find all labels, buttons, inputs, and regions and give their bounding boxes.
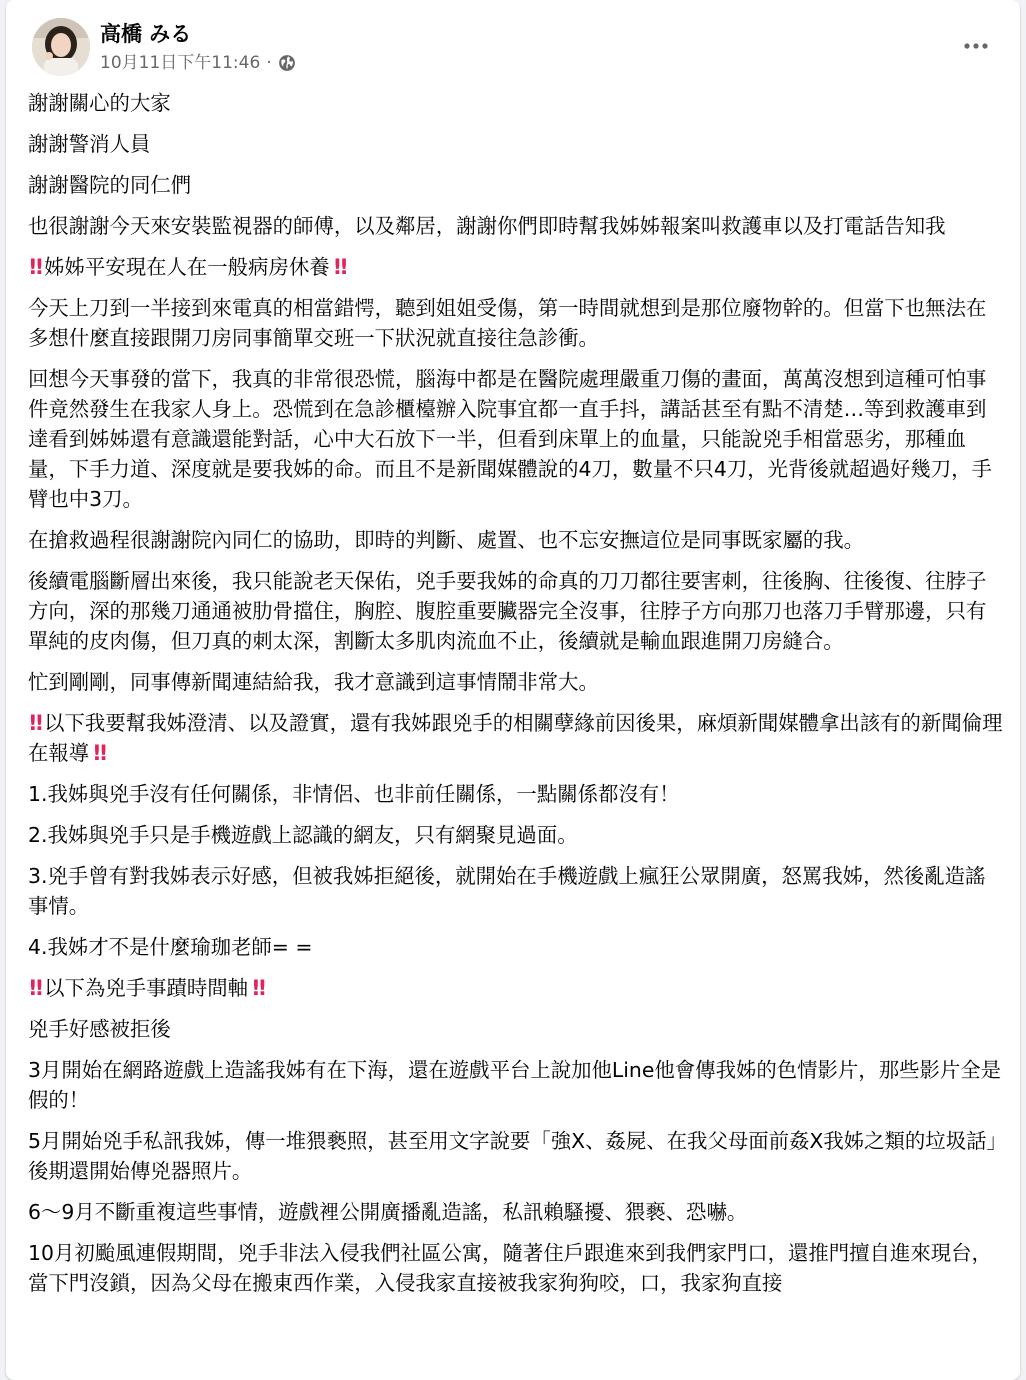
post-paragraph-emphasis bbox=[28, 252, 1004, 282]
post-paragraph: 3.兇手曾有對我姊表示好感，但被我姊拒絕後，就開始在手機遊戲上瘋狂公眾開廣，怒罵我姊，然後亂造謠事情。 bbox=[28, 864, 986, 918]
author-name[interactable]: 高橋 みる bbox=[100, 22, 192, 46]
globe-icon[interactable] bbox=[278, 54, 296, 72]
double-exclamation-icon: !! bbox=[92, 741, 106, 765]
post-paragraph: 4.我姊才不是什麼瑜珈老師= = bbox=[28, 935, 313, 959]
post-paragraph: 回想今天事發的當下，我真的非常很恐慌，腦海中都是在醫院處理嚴重刀傷的畫面，萬萬沒想到這種可怕事件竟然發生在我家人身上。恐慌到在急診櫃檯辦入院事宜都一直手抖，講話甚至有點不清楚…等到救護車到達看到姊姊還有意識還能對話，心中大石放下一半，但看到床單上的血量，只能說兇手相當惡劣，那種血量，下手力道、深度就是要我姊的命。而且不是新聞媒體說的4刀，數量不只4刀，光背後就超過好幾刀，手臂也中3刀。 bbox=[28, 367, 992, 511]
post-paragraph: 在搶救過程很謝謝院內同仁的協助，即時的判斷、處置、也不忘安撫這位是同事既家屬的我。 bbox=[28, 528, 865, 552]
post-paragraph: 後續電腦斷層出來後，我只能說老天保佑，兇手要我姊的命真的刀刀都往要害刺，往後胸、往後復、往脖子方向，深的那幾刀通通被肋骨擋住，胸腔、腹腔重要臟器完全沒事，往脖子方向那刀也落刀手臂那邊，只有單純的皮肉傷，但刀真的刺太深，割斷太多肌肉流血不止，後續就是輸血跟進開刀房縫合。 bbox=[28, 569, 987, 653]
post-paragraph-emphasis bbox=[28, 708, 1004, 768]
post-header bbox=[26, 16, 1004, 80]
double-exclamation-icon: !! bbox=[28, 255, 42, 279]
emphasis-text: 以下為兇手事蹟時間軸 bbox=[44, 976, 249, 1000]
post-body bbox=[28, 88, 1004, 1309]
post-paragraph: 10月初颱風連假期間，兇手非法入侵我們社區公寓，隨著住戶跟進來到我們家門口，還推門擅自進來現台，當下門沒鎖，因為父母在搬東西作業，入侵我家直接被我家狗狗咬，口，我家狗直接 bbox=[28, 1241, 992, 1295]
post-paragraph: 謝謝醫院的同仁們 bbox=[28, 173, 192, 197]
double-exclamation-icon: !! bbox=[251, 976, 265, 1000]
avatar-photo bbox=[32, 18, 90, 76]
author-avatar[interactable] bbox=[32, 18, 90, 76]
meta-separator: · bbox=[266, 53, 272, 73]
post-paragraph-emphasis bbox=[28, 973, 1004, 1003]
post-paragraph: 3月開始在網路遊戲上造謠我姊有在下海，還在遊戲平台上說加他Line他會傳我姊的色情影片，那些影片全是假的！ bbox=[28, 1058, 1002, 1112]
post-meta bbox=[100, 52, 296, 74]
post-paragraph: 5月開始兇手私訊我姊，傳一堆猥褻照，甚至用文字說要「強X、姦屍、在我父母面前姦X我姊之類的垃圾話」後期還開始傳兇器照片。 bbox=[28, 1129, 997, 1183]
post-paragraph: 兇手好感被拒後 bbox=[28, 1017, 171, 1041]
post-paragraph: 2.我姊與兇手只是手機遊戲上認識的網友，只有網聚見過面。 bbox=[28, 823, 578, 847]
post-paragraph: 也很謝謝今天來安裝監視器的師傅，以及鄰居，謝謝你們即時幫我姊姊報案叫救護車以及打電話告知我 bbox=[28, 214, 946, 238]
post-paragraph: 忙到剛剛，同事傳新聞連結給我，我才意識到這事情鬧非常大。 bbox=[28, 670, 599, 694]
post-paragraph: 謝謝警消人員 bbox=[28, 132, 151, 156]
double-exclamation-icon: !! bbox=[28, 711, 42, 735]
more-options-icon bbox=[964, 43, 988, 49]
double-exclamation-icon: !! bbox=[28, 976, 42, 1000]
post-paragraph: 今天上刀到一半接到來電真的相當錯愕，聽到姐姐受傷，第一時間就想到是那位廢物幹的。但當下也無法在多想什麼直接跟開刀房同事簡單交班一下狀況就直接往急診衝。 bbox=[28, 296, 987, 350]
post-paragraph: 6～9月不斷重複這些事情，遊戲裡公開廣播亂造謠，私訊賴騷擾、猥褻、恐嚇。 bbox=[28, 1200, 748, 1224]
emphasis-text: 姊姊平安現在人在一般病房休養 bbox=[44, 255, 330, 279]
post-timestamp[interactable]: 10月11日下午11:46 bbox=[100, 53, 261, 73]
more-options-button[interactable] bbox=[956, 26, 996, 66]
double-exclamation-icon: !! bbox=[332, 255, 346, 279]
emphasis-text: 以下我要幫我姊澄清、以及證實，還有我姊跟兇手的相關孽緣前因後果，麻煩新聞媒體拿出該有的新聞倫理在報導 bbox=[28, 711, 1003, 765]
post-paragraph: 1.我姊與兇手沒有任何關係，非情侶、也非前任關係，一點關係都沒有！ bbox=[28, 782, 680, 806]
post-card bbox=[6, 0, 1020, 1380]
post-paragraph: 謝謝關心的大家 bbox=[28, 91, 171, 115]
